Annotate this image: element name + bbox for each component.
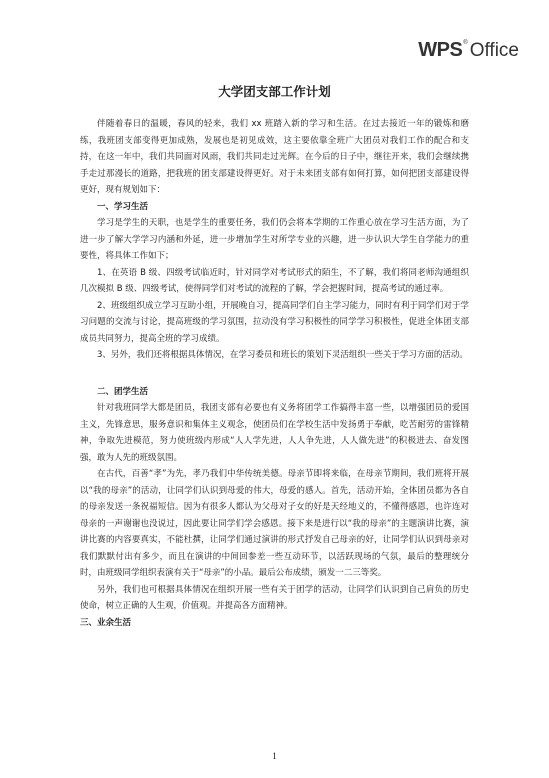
league-paragraph: 针对我班同学大都是团员，我团支部有必要也有义务将团学工作搞得丰富一些，以增强团员的爱国主义，先锋意思，服务意识和集体主义观念，使团员们在学校生活中发扬勇于奉献，吃苦耐劳的雷锋精神，争取先进模范，努力使班级内形成“人人学先进，人人争先进，人人做先进”的积极进去、奋发图强，敢为人先的班级氛围。 (80, 403, 469, 463)
study-paragraph: 3、另外，我们还将根据具体情况，在学习委员和班长的策划下灵活组织一些关于学习方面的活动。 (97, 350, 468, 360)
document-body (80, 82, 469, 631)
league-paragraph: 在古代，百善“孝”为先，孝乃我们中华传统美德。母亲节即将来临，在母亲节期间，我们班将开展以“我的母亲”的活动，让同学们认识到母爱的伟大，母爱的感人。首先，活动开始，全体团员都为各自的母亲发送一条祝福短信。因为有很多人都认为父母对子女的好是天经地义的，不懂得感恩，也许连对母亲的一声谢谢也没说过，因此要让同学们学会感恩。接下来是进行以“我的母亲”的主题演讲比赛，演讲比赛的内容要真实，不能杜撰，让同学们通过演讲的形式抒发自己母亲的好，让同学们认识到母亲对我们默默付出有多少，而且在演讲的中间回参差一些互动环节，以活跃现场的气氛，最后的整理统分时，由班级同学组织表演有关于“母亲”的小品。最后公布成绩，颁发一二三等奖。 (80, 469, 469, 578)
section-heading-study: 一、学习生活 (97, 201, 149, 212)
logo-brand: WPS (418, 39, 463, 61)
logo-registered-mark: ® (463, 40, 468, 46)
section-spacer (80, 364, 469, 384)
section-heading-league: 二、团学生活 (97, 386, 149, 397)
page-number: 1 (272, 751, 277, 761)
study-paragraph: 学习是学生的天职，也是学生的重要任务，我们仍会将本学期的工作重心放在学习生活方面，为了进一步了解大学学习内涵和外延，进一步增加学生对所学专业的兴趣，进一步认识大学生自学能力的重要性，将具体工作如下； (80, 218, 469, 261)
intro-paragraph: 伴随着春日的温暖，春风的轻来，我们 xx 班踏入新的学习和生活。在过去接近一年的锻炼和磨练，我班团支部变得更加成熟，发展也是初见成效，这主要依靠全班广大团员对我们工作的配合和支持，在这一年中，我们共同面对风雨，我们共同走过光辉。在今后的日子中，继往开来，我们会继续携手走过那漫长的道路，把我班的团支部建设得更好。对于未来团支部有如何打算，如何把团支部建设得更好，现有规划如下： (80, 119, 469, 195)
logo-product: Office (469, 40, 519, 61)
wps-office-logo (418, 40, 519, 60)
study-paragraph: 2、班级组织成立学习互助小组，开展晚自习，提高同学们自主学习能力，同时有利于同学们对于学习问题的交流与讨论，提高班级的学习氛围，拉动没有学习积极性的同学学习积极性，促进全体团支部成员共同努力，提高全班的学习成绩。 (80, 300, 469, 344)
section-heading-leisure: 三、业余生活 (80, 617, 132, 628)
study-paragraph: 1、在英语 B 级、四级考试临近时，针对同学对考试形式的陌生，不了解，我们将同老师沟通组织几次模拟 B 级、四级考试，使得同学们对考试的流程的了解，学会把握时间，提高考试的通过率。 (80, 267, 469, 294)
document-title: 大学团支部工作计划 (218, 84, 331, 99)
league-paragraph: 另外，我们也可根据具体情况在组织开展一些有关于团学的活动，让同学们认识到自己肩负的历史使命，树立正确的人生观，价值观。并提高各方面精神。 (80, 584, 469, 611)
